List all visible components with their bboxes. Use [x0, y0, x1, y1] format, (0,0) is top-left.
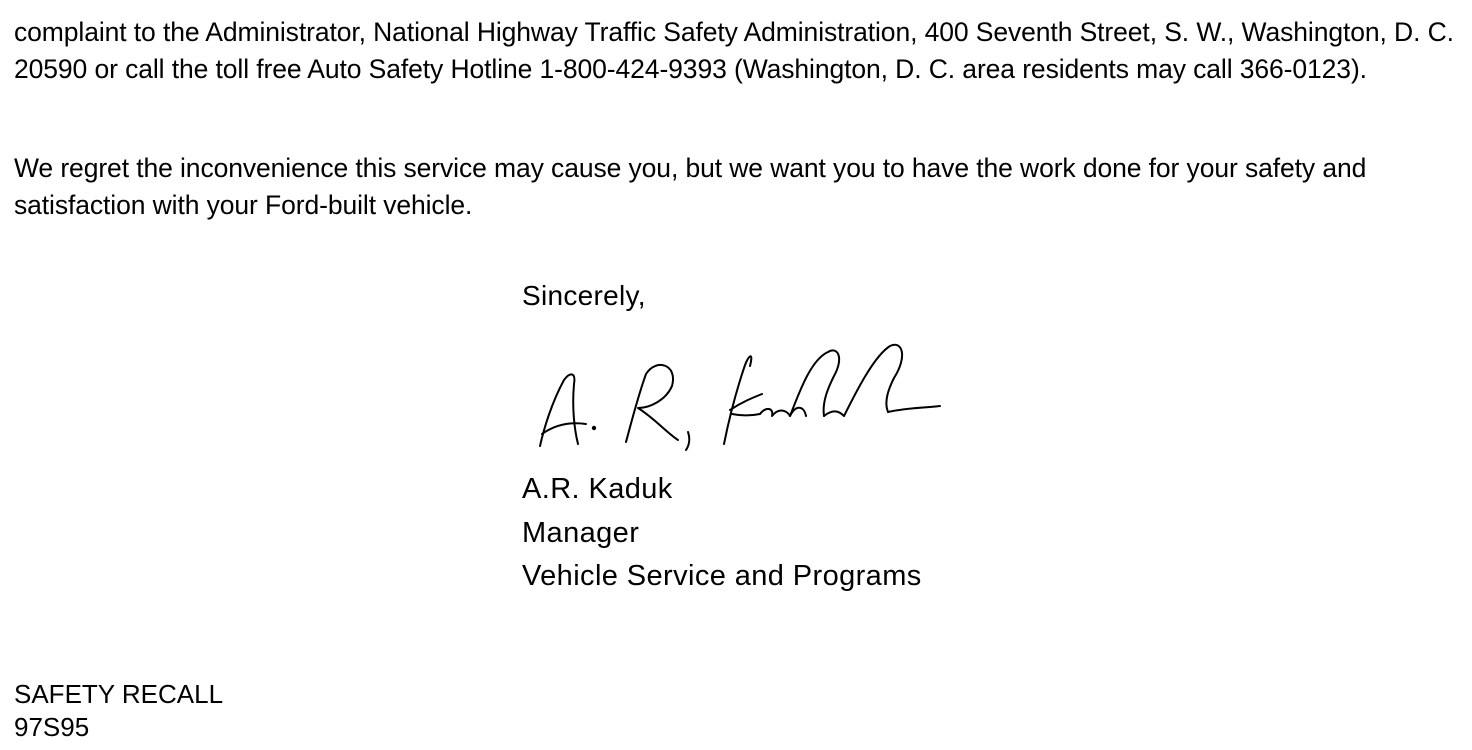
- signer-department: Vehicle Service and Programs: [522, 560, 922, 592]
- handwritten-signature: [528, 336, 948, 460]
- recall-number: 97S95: [14, 712, 90, 742]
- letter-paragraph-complaint: complaint to the Administrator, National Highway Traffic Safety Administration, 400 Seventh Street, S. W., Washington, D. C. 20590 or call the toll free Auto Safety Hotline 1-800-424-9393 (Washington, D. C. area residents may call 366-0123).: [14, 17, 1454, 84]
- signer-name: A.R. Kaduk: [522, 473, 673, 505]
- recall-footer: [14, 678, 223, 744]
- signer-block: [522, 468, 922, 599]
- closing-sincerely: Sincerely,: [522, 280, 646, 311]
- recall-label: SAFETY RECALL: [14, 679, 224, 709]
- signer-title: Manager: [522, 516, 640, 549]
- letter-paragraph-regret: We regret the inconvenience this service may cause you, but we want you to have the work done for your safety and satisfaction with your Ford-built vehicle.: [14, 153, 1367, 220]
